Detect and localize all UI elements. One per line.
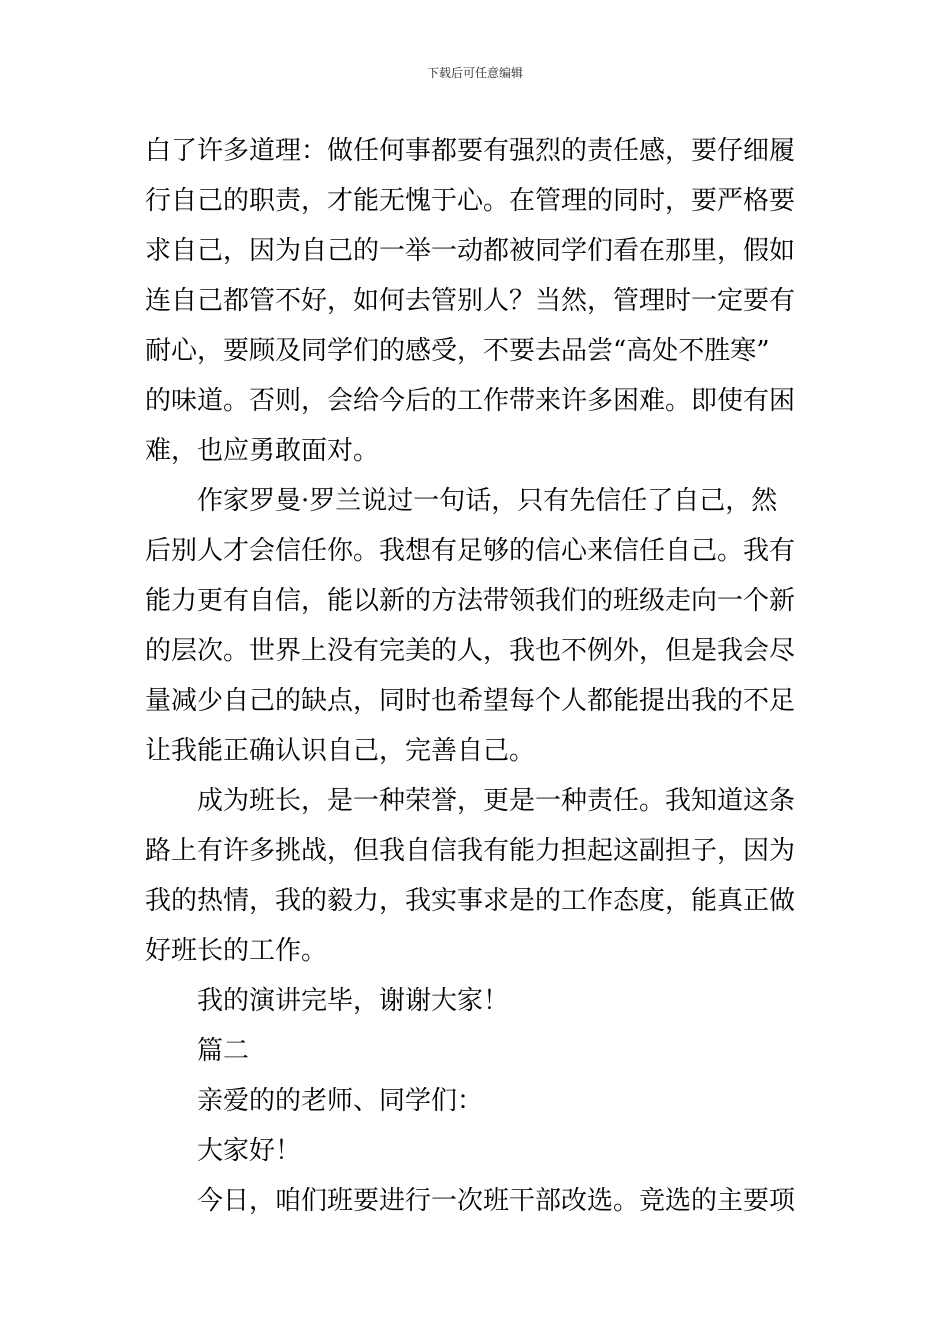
text-line: 能力更有自信，能以新的方法带领我们的班级走向一个新 <box>145 586 796 616</box>
paragraph-4 <box>145 1176 807 1226</box>
document-body <box>145 126 807 1226</box>
closing-line: 我的演讲完毕，谢谢大家！ <box>197 986 510 1016</box>
text-line: 白了许多道理：做任何事都要有强烈的责任感，要仔细履 <box>145 136 796 166</box>
text-line: 作家罗曼·罗兰说过一句话，只有先信任了自己，然 <box>197 486 778 516</box>
text-line: 路上有许多挑战，但我自信我有能力担起这副担子，因为 <box>145 836 796 866</box>
text-line: 难，也应勇敢面对。 <box>145 436 380 466</box>
text-line: 的层次。世界上没有完美的人，我也不例外，但是我会尽 <box>145 636 796 666</box>
paragraph-3 <box>145 776 807 976</box>
text-line: 我的热情，我的毅力，我实事求是的工作态度，能真正做 <box>145 886 796 916</box>
text-line: 成为班长，是一种荣誉，更是一种责任。我知道这条 <box>197 786 796 816</box>
text-line: 连自己都管不好，如何去管别人？当然，管理时一定要有 <box>145 286 796 316</box>
text-line: 让我能正确认识自己，完善自己。 <box>145 736 536 766</box>
paragraph-2 <box>145 476 807 776</box>
text-line: 量减少自己的缺点，同时也希望每个人都能提出我的不足 <box>145 686 796 716</box>
text-line: 好班长的工作。 <box>145 936 328 966</box>
page-header: 下载后可任意编辑 <box>426 66 523 80</box>
text-line: 耐心，要顾及同学们的感受，不要去品尝“高处不胜寒” <box>145 336 770 366</box>
greeting: 大家好！ <box>197 1136 302 1166</box>
text-line: 的味道。否则，会给今后的工作带来许多困难。即使有困 <box>145 386 796 416</box>
text-line: 今日，咱们班要进行一次班干部改选。竞选的主要项 <box>197 1186 796 1216</box>
text-line: 后别人才会信任你。我想有足够的信心来信任自己。我有 <box>145 536 796 566</box>
text-line: 行自己的职责，才能无愧于心。在管理的同时，要严格要 <box>145 186 796 216</box>
paragraph-1 <box>145 126 807 476</box>
text-line: 求自己，因为自己的一举一动都被同学们看在那里，假如 <box>145 236 796 266</box>
section-title: 篇二 <box>197 1036 250 1066</box>
salutation: 亲爱的的老师、同学们： <box>197 1086 484 1116</box>
